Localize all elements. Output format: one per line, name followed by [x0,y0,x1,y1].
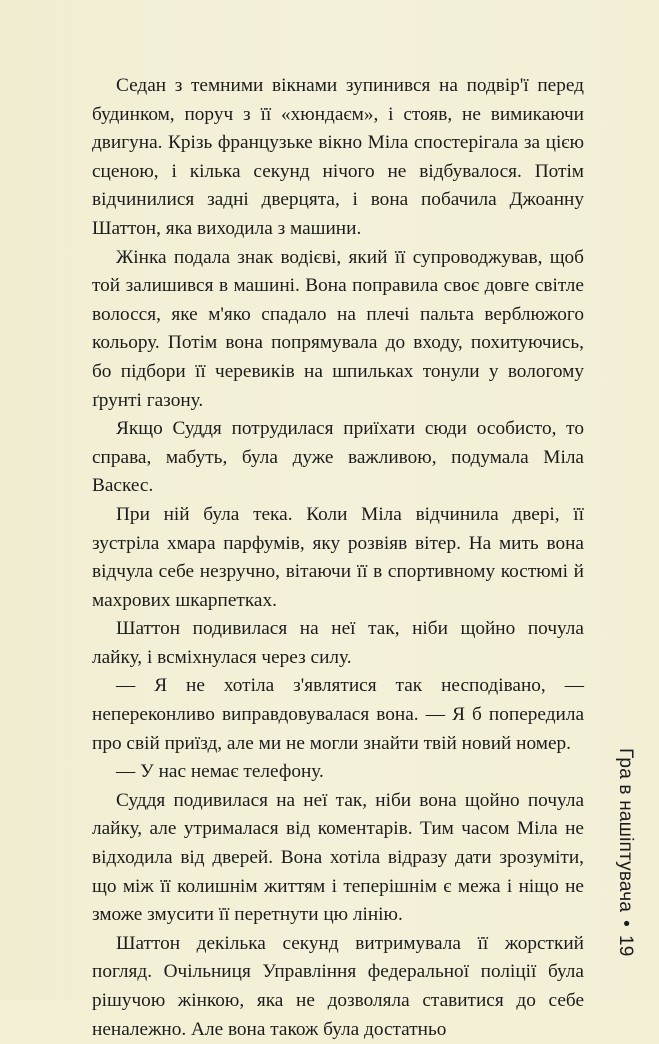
paragraph-9: Шаттон декілька секунд витримувала її жорсткий погляд. Очільниця Управління федеральної поліції була рішучою жінкою, яка не дозволяла ставитися до себе неналежно. Але вона також була достатньо [92,932,584,1040]
paragraph-5: Шаттон подивилася на неї так, ніби щойно почула лайку, і всміхнулася через силу. [92,618,584,668]
running-head-text [614,748,636,957]
bullet-separator: • [615,920,636,927]
paragraph-6: — Я не хотіла з'являтися так несподівано, — непереконливо виправдовувалася вона. — Я б попередила про свій приїзд, але ми не могли знайти твій новий номер. [92,675,584,754]
paragraph-7: — У нас немає телефону. [116,761,324,783]
paragraph-4: При ній була тека. Коли Міла відчинила двері, її зустріла хмара парфумів, яку розвіяв вітер. На мить вона відчула себе незручно, вітаючи її в спортивному костюмі й махрових шкарпетках. [92,503,584,611]
running-head [612,748,642,978]
paragraph-1: Седан з темними вікнами зупинився на подвір'ї перед будинком, поруч з її «хюндаєм», і стояв, не вимикаючи двигуна. Крізь французьке вікно Міла спостерігала за цією сценою, і кілька секунд нічого не відбувалося. Потім відчинилися задні дверцята, і вона побачила Джоанну Шаттон, яка виходила з машини. [92,75,584,239]
paragraph-2: Жінка подала знак водієві, який її супроводжував, щоб той залишився в машині. Вона поправила своє довге світле волосся, яке м'яко спадало на плечі пальта верблюжого кольору. Потім вона попрямувала до входу, похитуючись, бо підбори її черевиків на шпильках тонули у вологому ґрунті газону. [92,246,584,411]
paragraph-8: Суддя подивилася на неї так, ніби вона щойно почула лайку, але утрималася від коментарів. Тим часом Міла не відходила від дверей. Вона хотіла відразу дати зрозуміти, що між її колишнім життям і теперішнім є межа і ніщо не зможе змусити її перетнути цю лінію. [92,789,584,926]
paragraph-3: Якщо Суддя потрудилася приїхати сюди особисто, то справа, мабуть, була дуже важливою, подумала Міла Васкес. [92,418,584,497]
book-title: Гра в нашіптувача [615,748,636,913]
body-text [92,72,584,1044]
page-number: 19 [615,935,636,957]
